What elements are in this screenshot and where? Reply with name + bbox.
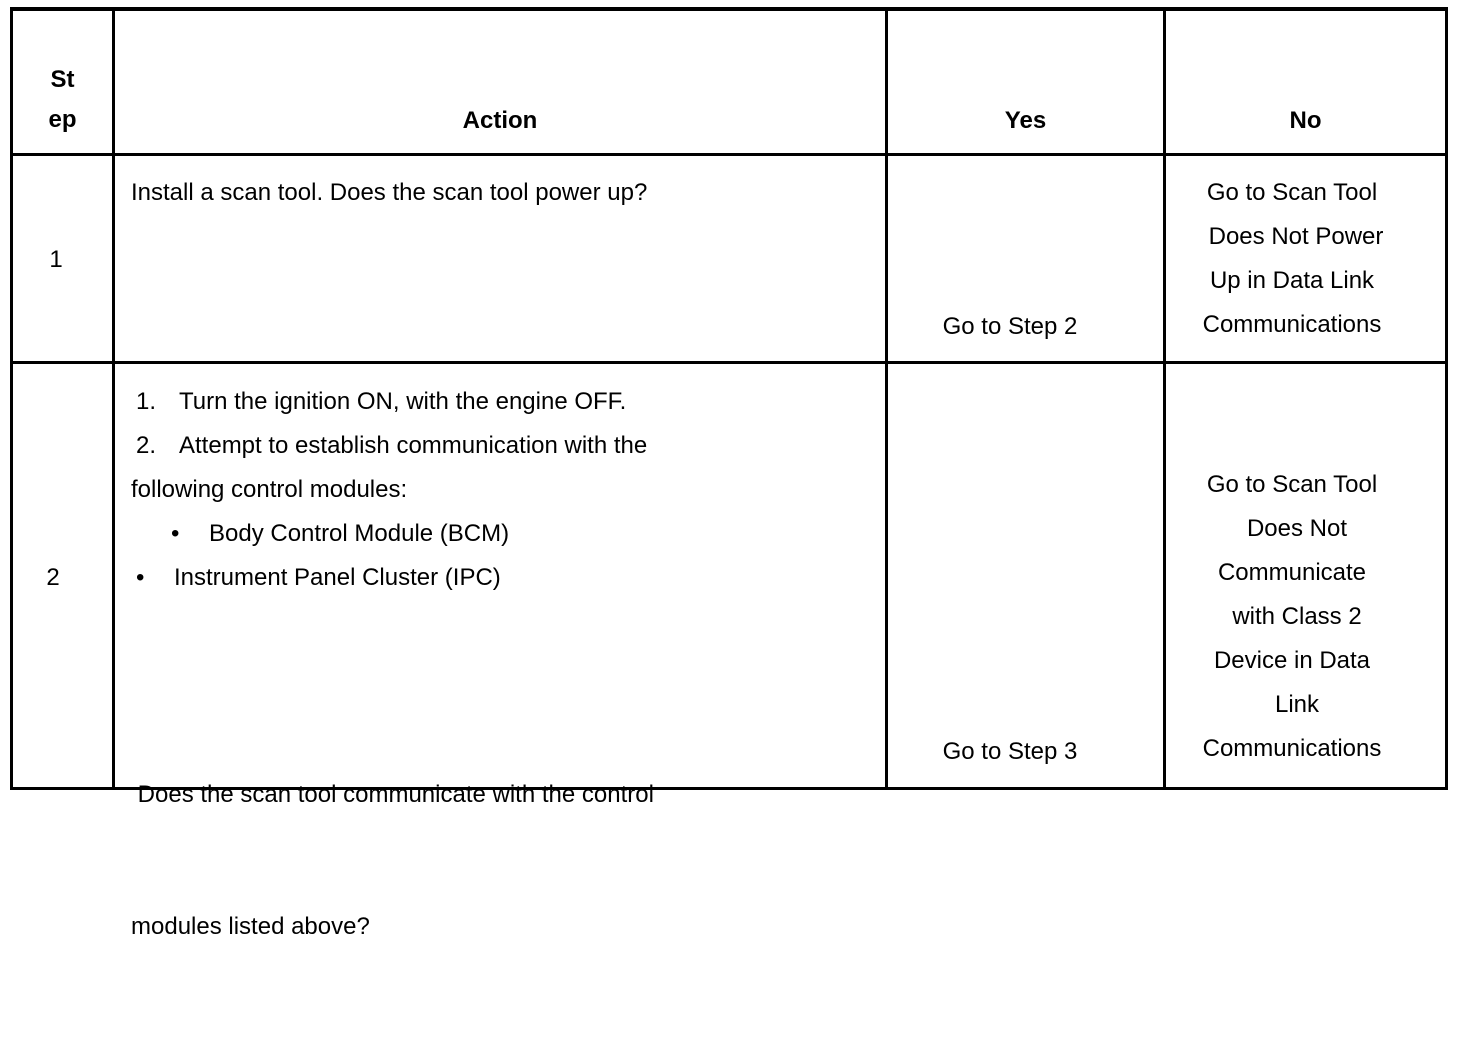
header-step (13, 60, 112, 140)
row2-yes: Go to Step 3 (942, 738, 1078, 765)
row2-no-line: Device in Data (1213, 647, 1371, 674)
bullet-marker: • (136, 564, 145, 591)
item-text: Attempt to establish communication with the (179, 432, 648, 459)
row1-no-line: Go to Scan Tool (1206, 179, 1378, 206)
row1-bottom-border (10, 361, 1448, 364)
action-step-item (131, 424, 647, 468)
bullet-item (131, 556, 647, 600)
bullet-marker: • (171, 520, 180, 547)
header-action: Action (462, 107, 538, 134)
bullet-item (131, 512, 647, 556)
row2-no-line: Communicate (1217, 559, 1367, 586)
row2-no (1166, 463, 1418, 771)
row2-action (131, 380, 647, 600)
row2-question (131, 685, 654, 1037)
row2-step: 2 (46, 564, 60, 591)
row2-no-line: Link (1274, 691, 1320, 718)
item-text: Turn the ignition ON, with the engine OFF. (179, 388, 627, 415)
header-step-line1: St (50, 66, 75, 93)
table-right-border (1445, 7, 1448, 790)
row2-no-line: with Class 2 (1232, 603, 1362, 630)
row1-no-line: Up in Data Link (1209, 267, 1375, 294)
row2-no-line: Communications (1202, 735, 1382, 762)
row1-step: 1 (49, 246, 63, 273)
header-yes: Yes (1004, 107, 1047, 134)
row1-yes: Go to Step 2 (942, 313, 1078, 340)
header-bottom-border (10, 153, 1448, 156)
row1-action: Install a scan tool. Does the scan tool power up? (131, 179, 648, 206)
bullet-text: Instrument Panel Cluster (IPC) (174, 564, 501, 591)
question-line: Does the scan tool communicate with the control (131, 781, 654, 808)
row2-no-line: Does Not (1246, 515, 1348, 542)
item-marker: 2. (136, 432, 157, 459)
header-no: No (1289, 107, 1322, 134)
action-continuation: following control modules: (131, 476, 408, 503)
row1-no-line: Does Not Power (1208, 223, 1384, 250)
header-step-line2: ep (48, 106, 77, 133)
table-top-border (10, 7, 1448, 11)
bullet-text: Body Control Module (BCM) (209, 520, 510, 547)
row1-no (1166, 171, 1418, 347)
row2-no-line: Go to Scan Tool (1206, 471, 1378, 498)
action-step-item (131, 380, 647, 424)
question-line: modules listed above? (131, 913, 370, 940)
item-marker: 1. (136, 388, 157, 415)
row1-no-line: Communications (1202, 311, 1382, 338)
